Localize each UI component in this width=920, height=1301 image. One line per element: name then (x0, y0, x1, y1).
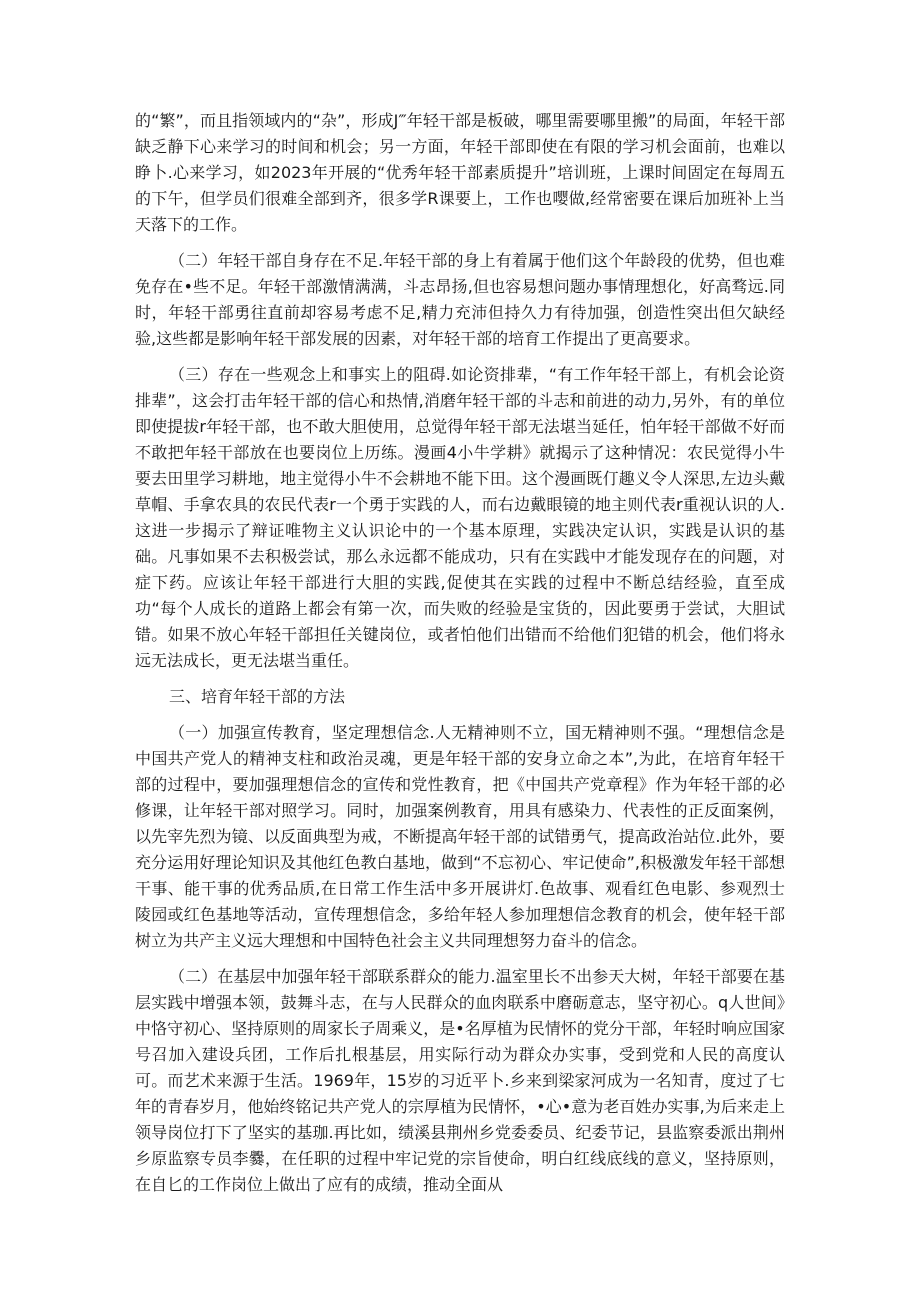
paragraph-education: （一）加强宣传教育，坚定理想信念.人无精神则不立，国无精神则不强。“理想信念是中国共产党人的精神支柱和政治灵魂，更是年轻干部的安身立命之本”,为此，在培育年轻干部的过程中，要加强理想信念的宣传和党性教育，把《中国共产党章程》作为年轻干部的必修课，让年轻干部对照学习。同时，加强案例教育，用具有感染力、代表性的正反面案例，以先宰先烈为镜、以反面典型为戒，不断提高年轻干部的试错勇气，提高政治站位.此外，要充分运用好理论知识及其他红色教白基地，做到“不忘初心、牢记使命”,积极激发年轻干部想干事、能干事的优秀品质,在日常工作生活中多开展讲灯.色故事、观看红色电影、参观烈士陵园或红色基地等活动，宣传理想信念，多给年轻人参加理想信念教育的机会，使年轻干部树立为共产主义远大理想和中国特色社会主义共同理想努力奋斗的信念。 (135, 723, 785, 950)
section-heading-methods: 三、培育年轻干部的方法 (169, 687, 346, 706)
paragraph-shortcomings: （二）年轻干部自身存在不足.年轻干部的身上有着属于他们这个年龄段的优势，但也难免存在•些不足。年轻干部激情满满，斗志昂扬,但也容易想问题办事情理想化，好高骛远.同时，年轻干部勇往直前却容易考虑不足,精力充沛但持久力有待加强，创造性突出但欠缺经验,这些都是影响年轻干部发展的因素，对年轻干部的培育工作提出了更高要求。 (135, 251, 785, 348)
paragraph-continuation: 的“繁”，而且指领域内的“杂”，形成J‴年轻干部是板破，哪里需要哪里搬”的局面，年轻干部缺乏静下心来学习的时间和机会；另一方面，年轻干部即使在有限的学习机会面前，也难以睁卜.心来学习，如2023年开展的“优秀年轻干部素质提升”培训班，上课时间固定在每周五的下午，但学员们很难全部到齐，很多学R课要上，工作也嘤做,经常密要在课后加班补上当天落下的工作。 (135, 111, 785, 234)
paragraph-obstacles: （三）存在一些观念上和事实上的阻碍.如论资排辈，“有工作年轻干部上，有机会论资排辈”，这会打击年轻干部的信心和热情,消磨年轻干部的斗志和前进的动力,另外，有的单位即使提拔r年轻干部，也不敢大胆使用，总觉得年轻干部无法堪当延任，怕年轻干部做不好而不敢把年轻干部放在也要岗位上历练。漫画4小牛学耕》就揭示了这种情况：农民觉得小牛要去田里学习耕地，地主觉得小牛不会耕地不能下田。这个漫画既仃趣义令人深思,左边头戴草帽、手拿农具的农民代表r一个勇于实践的人，而右边戴眼镜的地主则代表r重视认识的人.这进一步揭示了辩证唯物主义认识论中的一个基本原理，实践决定认识，实践是认识的基础。凡事如果不去积极尝试，那么永远都不能成功，只有在实践中才能发现存在的问题，对症下药。应该让年轻干部进行大胆的实践,促使其在实践的过程中不断总结经验，直至成功“每个人成长的道路上都会有第一次，而失败的经验是宝货的，因此要勇于尝试，大胆试错。如果不放心年轻干部担任关键岗位，或者怕他们出错而不给他们犯错的机会，他们将永远无法成长，更无法堪当重任。 (135, 365, 785, 670)
paragraph-grassroots: （二）在基层中加强年轻干部联系群众的能力.温室里长不出参天大树，年轻干部要在基层实践中增强本领，鼓舞斗志，在与人民群众的血肉联系中磨砺意志，坚守初心。q人世间》中恪守初心、坚持原则的周家长子周乘义，是•名厚植为民情怀的党分干部，年轻时响应国家号召加入建设兵团，工作后扎根基层，用实际行动为群众办实事，受到党和人民的高度认可。而艺术来源于生活。1969年，15岁的习近平卜.乡来到梁家河成为一名知青，度过了七年的青春岁月，他始终铭记共产党人的宗厚植为民情怀，•心•意为老百姓办实事,为后来走上领导岗位打下了坚实的基珈.再比如，绩溪县荆州乡党委委员、纪委节记，县监察委派出荆州乡原监察专员李爨，在任职的过程中牢记党的宗旨使命，明白红线底线的意义，坚持原则，在自匕的工作岗位上做出了应有的成绩，推动全面从 (135, 967, 785, 1194)
document-page (135, 108, 785, 1208)
